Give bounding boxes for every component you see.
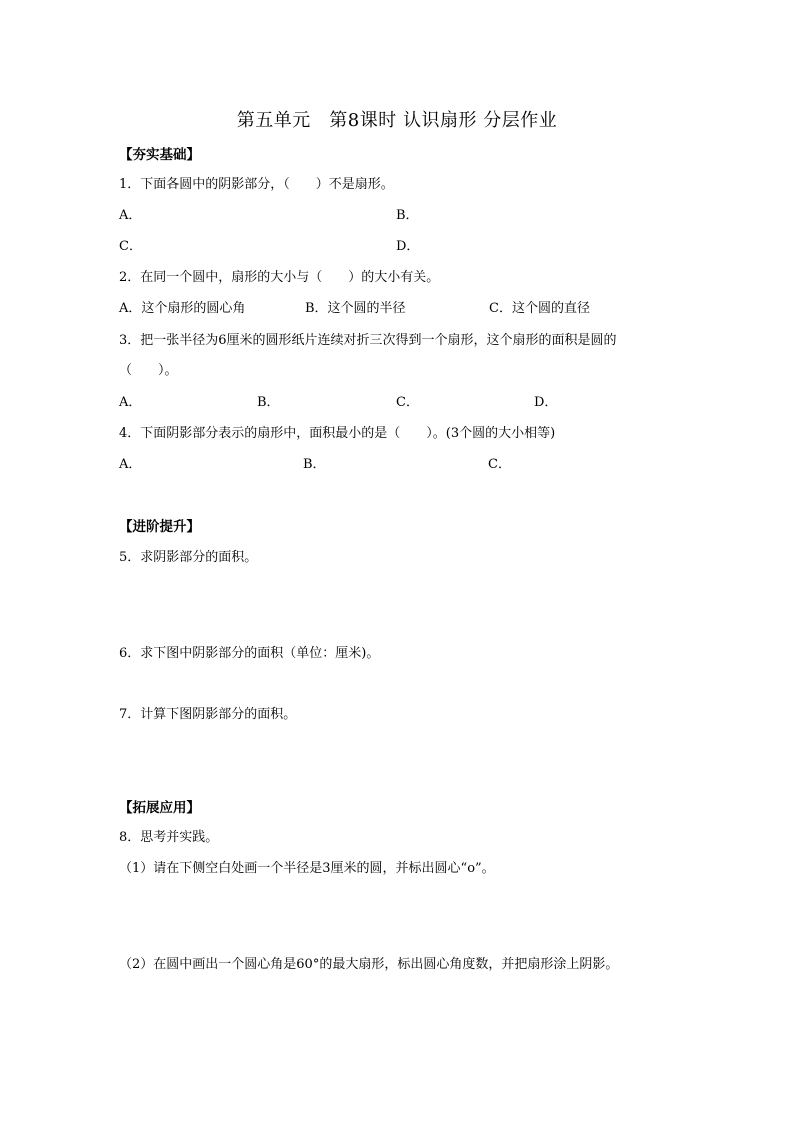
question-4-option-a: A． (119, 457, 142, 472)
question-8-part-1: （1）请在下侧空白处画一个半径是3厘米的圆，并标出圆心“o”。 (119, 861, 495, 876)
question-2-option-c: C．这个圆的直径 (489, 301, 590, 316)
question-3-option-c: C． (396, 395, 419, 410)
section-heading-extended: 【拓展应用】 (119, 800, 200, 816)
question-1-option-d: D． (396, 239, 420, 254)
question-8-stem: 8．思考并实践。 (119, 830, 219, 845)
question-3-option-a: A． (119, 395, 142, 410)
question-3-option-b: B． (257, 395, 280, 410)
question-2-option-b: B．这个圆的半径 (305, 301, 406, 316)
question-2-option-a: A．这个扇形的圆心角 (119, 301, 246, 316)
question-4-option-c: C． (488, 457, 511, 472)
question-4-option-b: B． (303, 457, 326, 472)
question-7-text: 7．计算下图阴影部分的面积。 (119, 707, 297, 722)
question-6-text: 6．求下图中阴影部分的面积（单位：厘米)。 (119, 646, 380, 661)
question-3-stem: 3．把一张半径为6厘米的圆形纸片连续对折三次得到一个扇形，这个扇形的面积是圆的 (119, 333, 617, 348)
question-5-text: 5．求阴影部分的面积。 (119, 550, 258, 565)
question-1-option-b: B． (396, 208, 419, 223)
question-8-part-2: （2）在圆中画出一个圆心角是60°的最大扇形，标出圆心角度数，并把扇形涂上阴影。 (119, 957, 619, 972)
section-heading-advanced: 【进阶提升】 (119, 519, 200, 535)
question-3-stem-continued: （ ）。 (119, 363, 178, 378)
question-1-option-a: A． (119, 208, 142, 223)
question-4-stem: 4．下面阴影部分表示的扇形中，面积最小的是（ ）。(3个圆的大小相等) (119, 426, 556, 441)
question-1-stem: 1．下面各圆中的阴影部分，（ ）不是扇形。 (119, 177, 394, 192)
question-3-option-d: D． (534, 395, 558, 410)
section-heading-basic: 【夯实基础】 (119, 147, 200, 163)
question-2-stem: 2．在同一个圆中，扇形的大小与（ ）的大小有关。 (119, 270, 440, 285)
question-1-option-c: C． (119, 239, 142, 254)
page-title: 第五单元 第8课时 认识扇形 分层作业 (236, 110, 558, 131)
